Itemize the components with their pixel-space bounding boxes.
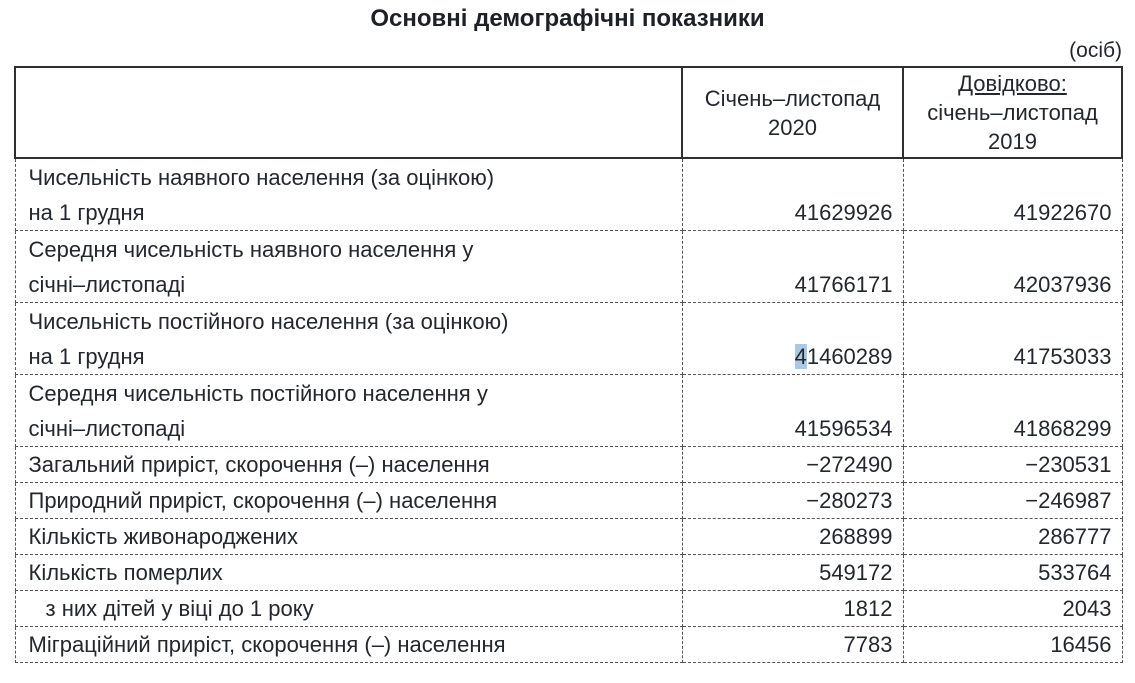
metric-label: [15, 230, 682, 302]
metric-label: [15, 302, 682, 374]
value-2019: 533764: [903, 554, 1122, 590]
value-2019: 41868299: [903, 374, 1122, 446]
value-2020: 41766171: [682, 230, 903, 302]
selected-text: 4: [794, 343, 807, 369]
col-header-2020: [682, 67, 903, 158]
value-2020: 7783: [682, 626, 903, 662]
corner-cell: [15, 67, 682, 158]
col-header-2019-line2: 2019: [988, 129, 1037, 154]
table-row: [15, 518, 1122, 554]
metric-label: з них дітей у віці до 1 року: [15, 590, 682, 626]
header-row: [15, 67, 1122, 158]
value-2019: −230531: [903, 446, 1122, 482]
table-row: [15, 446, 1122, 482]
table-row: [15, 590, 1122, 626]
value-2019: 41753033: [903, 302, 1122, 374]
value-2020: 1812: [682, 590, 903, 626]
metric-label: [15, 374, 682, 446]
table-row: [15, 554, 1122, 590]
table-row: [15, 626, 1122, 662]
metric-label-line2: січні–листопаді: [28, 271, 186, 297]
value-2019: −246987: [903, 482, 1122, 518]
metric-label-line2: на 1 грудня: [28, 199, 145, 225]
metric-label: Кількість живонароджених: [15, 518, 682, 554]
demographics-table: [14, 66, 1123, 663]
metric-label: Кількість померлих: [15, 554, 682, 590]
page-title: Основні демографічні показники: [370, 5, 765, 32]
col-header-2020-line1: Січень–листопад: [704, 85, 881, 111]
table-row: [15, 482, 1122, 518]
table-row: [15, 374, 1122, 446]
value-2020: 549172: [682, 554, 903, 590]
table-row: [15, 158, 1122, 230]
value-2019: 42037936: [903, 230, 1122, 302]
metric-label: [15, 158, 682, 230]
value-2020: −272490: [682, 446, 903, 482]
value-2020: 268899: [682, 518, 903, 554]
reference-label: Довідково:: [958, 71, 1067, 96]
col-header-2020-line2: 2020: [768, 114, 817, 140]
value-2019: 2043: [903, 590, 1122, 626]
metric-label-line2: січні–листопаді: [28, 415, 186, 441]
metric-label-line1: Середня чисельність постійного населення у: [28, 380, 488, 406]
value-2020: 41596534: [682, 374, 903, 446]
col-header-2019-line1: січень–листопад: [927, 100, 1098, 125]
value-2020: −280273: [682, 482, 903, 518]
value-2019: 286777: [903, 518, 1122, 554]
metric-label-line1: Середня чисельність наявного населення у: [28, 236, 474, 262]
metric-label: Міграційний приріст, скорочення (–) населення: [15, 626, 682, 662]
col-header-2019: [903, 67, 1122, 158]
metric-label: Природний приріст, скорочення (–) населення: [15, 482, 682, 518]
metric-label-line1: Чисельність постійного населення (за оцінкою): [28, 308, 509, 334]
metric-label-line2: на 1 грудня: [28, 343, 145, 369]
value-rest: 1460289: [806, 343, 893, 369]
value-2020: 41629926: [682, 158, 903, 230]
value-2019: 41922670: [903, 158, 1122, 230]
unit-label: (осіб): [1069, 39, 1122, 62]
value-2019: 16456: [903, 626, 1122, 662]
table-row: [15, 230, 1122, 302]
metric-label: Загальний приріст, скорочення (–) населення: [15, 446, 682, 482]
metric-label-line1: Чисельність наявного населення (за оцінкою): [28, 164, 495, 190]
value-2020: [682, 302, 903, 374]
table-row: [15, 302, 1122, 374]
